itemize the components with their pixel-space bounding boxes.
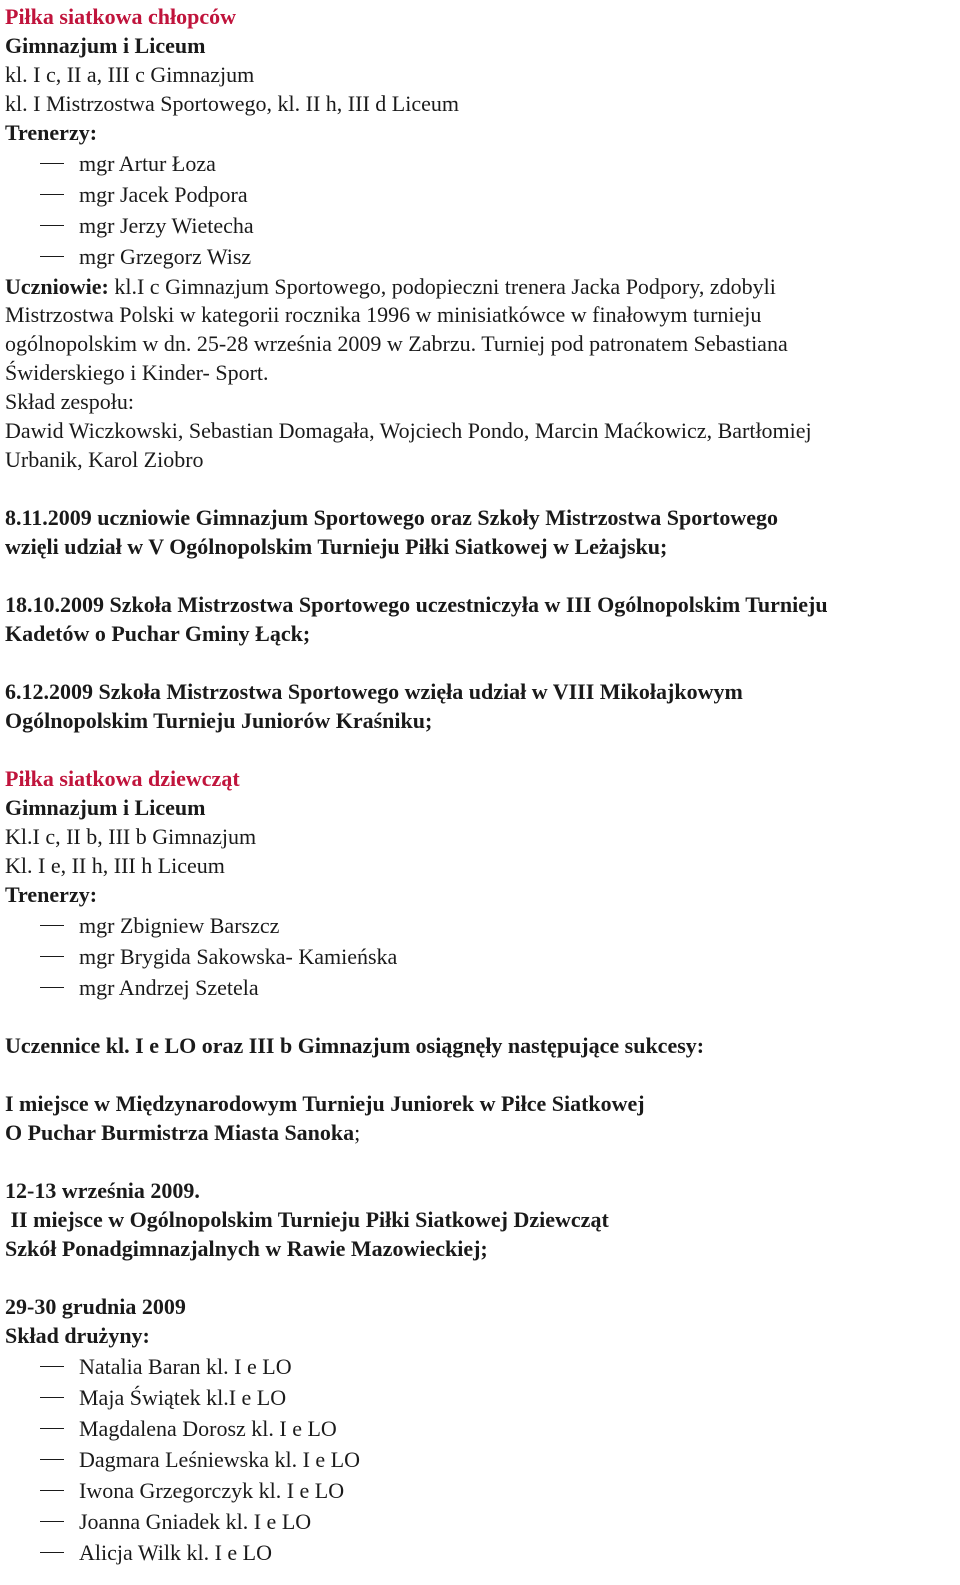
dash-bullet-icon xyxy=(40,1366,64,1367)
dash-bullet-icon xyxy=(40,925,64,926)
girls-award: O Puchar Burmistrza Miasta Sanoka; xyxy=(5,1120,361,1145)
girls-school: Gimnazjum i Liceum xyxy=(5,795,206,820)
dash-bullet-icon xyxy=(40,1428,64,1429)
boys-students-paragraph-line: Świderskiego i Kinder- Sport. xyxy=(5,360,269,385)
boys-event: wzięli udział w V Ogólnopolskim Turnieju Piłki Siatkowej w Leżajsku; xyxy=(5,534,668,559)
dash-bullet-icon xyxy=(40,1521,64,1522)
girls-award: Szkół Ponadgimnazjalnych w Rawie Mazowieckiej; xyxy=(5,1236,488,1261)
dash-bullet-icon xyxy=(40,256,64,257)
dash-bullet-icon xyxy=(40,194,64,195)
boys-classes-liceum: kl. I Mistrzostwa Sportowego, kl. II h, III d Liceum xyxy=(5,91,459,116)
dash-bullet-icon xyxy=(40,987,64,988)
boys-coaches-label: Trenerzy: xyxy=(5,120,98,145)
boys-team-members: Dawid Wiczkowski, Sebastian Domagała, Wojciech Pondo, Marcin Maćkowicz, Bartłomiej xyxy=(5,418,812,443)
boys-classes-gimnazjum: kl. I c, II a, III c Gimnazjum xyxy=(5,62,255,87)
boys-students-paragraph-line: Mistrzostwa Polski w kategorii rocznika 1996 w minisiatkówce w finałowym turnieju xyxy=(5,302,762,327)
dash-bullet-icon xyxy=(40,1490,64,1491)
boys-team-label: Skład zespołu: xyxy=(5,389,134,414)
dash-bullet-icon xyxy=(40,163,64,164)
dash-bullet-icon xyxy=(40,1459,64,1460)
boys-event: 8.11.2009 uczniowie Gimnazjum Sportowego oraz Szkoły Mistrzostwa Sportowego xyxy=(5,505,778,530)
boys-students-paragraph-line: Uczniowie: kl.I c Gimnazjum Sportowego, podopieczni trenera Jacka Podpory, zdobyli xyxy=(5,274,776,299)
girls-classes-gimnazjum: Kl.I c, II b, III b Gimnazjum xyxy=(5,824,257,849)
girls-section-title: Piłka siatkowa dziewcząt xyxy=(5,766,240,791)
girls-classes-liceum: Kl. I e, II h, III h Liceum xyxy=(5,853,225,878)
dash-bullet-icon xyxy=(40,1552,64,1553)
girls-intro: Uczennice kl. I e LO oraz III b Gimnazjum osiągnęły następujące sukcesy: xyxy=(5,1033,705,1058)
boys-event: Kadetów o Puchar Gminy Łąck; xyxy=(5,621,311,646)
students-label: Uczniowie: xyxy=(5,274,109,299)
girls-squad-label: Skład drużyny: xyxy=(5,1323,150,1348)
dash-bullet-icon xyxy=(40,225,64,226)
boys-section-title: Piłka siatkowa chłopców xyxy=(5,4,237,29)
girls-award-date: 12-13 września 2009. xyxy=(5,1178,200,1203)
dash-bullet-icon xyxy=(40,1397,64,1398)
boys-students-paragraph-line: ogólnopolskim w dn. 25-28 września 2009 w Zabrzu. Turniej pod patronatem Sebastiana xyxy=(5,331,788,356)
document-page: Piłka siatkowa chłopców Gimnazjum i Liceum kl. I c, II a, III c Gimnazjum kl. I Mistrzostwa Sportowego, kl. II h, III d Liceum Trenerzy: mgr Artur Łoza mgr Jacek Podpora mgr Jerzy Wietecha mgr Grzegorz Wisz Uczniowie: kl.I c Gimnazjum Sportowego, podopieczni trenera Jacka Podpory, zdobyli Mistrzostwa Polski w kategorii rocznika 1996 w minisiatkówce w finałowym turnieju ogólnopolskim w dn. 25-28 września 2009 w Zabrzu. Turniej pod patronatem Sebastiana Świderskiego i Kinder- Sport. Skład zespołu: Dawid Wiczkowski, Sebastian Domagała, Wojciech Pondo, Marcin Maćkowicz, Bartłomiej Urbanik, Karol Ziobro 8.11.2009 uczniowie Gimnazjum Sportowego oraz Szkoły Mistrzostwa Sportowego wzięli udział w V Ogólnopolskim Turnieju Piłki Siatkowej w Leżajsku; 18.10.2009 Szkoła Mistrzostwa Sportowego uczestniczyła w III Ogólnopolskim Turnieju Kadetów o Puchar Gminy Łąck; 6.12.2009 Szkoła Mistrzostwa Sportowego wzięła udział w VIII Mikołajkowym Ogólnopolskim Turnieju Juniorów Kraśniku; Piłka siatkowa dziewcząt Gimnazjum i Liceum Kl.I c, II b, III b Gimnazjum Kl. I e, II h, III h Liceum Trenerzy: mgr Zbigniew Barszcz mgr Brygida Sakowska- Kamieńska mgr Andrzej Szetela Uczennice kl. I e LO oraz III b Gimnazjum osiągnęły następujące sukcesy: I miejsce w Międzynarodowym Turnieju Juniorek w Piłce Siatkowej O Puchar Burmistrza Miasta Sanoka; 12-13 września 2009. II miejsce w Ogólnopolskim Turnieju Piłki Siatkowej Dziewcząt Szkół Ponadgimnazjalnych w Rawie Mazowieckiej; 29-30 grudnia 2009 Skład drużyny: Natalia Baran kl. I e LO Maja Świątek kl.I e LO Magdalena Dorosz kl. I e LO Dagmara Leśniewska kl. I e LO Iwona Grzegorczyk kl. I e LO Joanna Gniadek kl. I e LO Alicja Wilk kl. I e LO xyxy=(5,4,828,1565)
girls-award: I miejsce w Międzynarodowym Turnieju Juniorek w Piłce Siatkowej xyxy=(5,1091,645,1116)
boys-event: 6.12.2009 Szkoła Mistrzostwa Sportowego wzięła udział w VIII Mikołajkowym xyxy=(5,679,743,704)
boys-school: Gimnazjum i Liceum xyxy=(5,33,206,58)
boys-event: Ogólnopolskim Turnieju Juniorów Kraśniku; xyxy=(5,708,433,733)
girls-award-date: 29-30 grudnia 2009 xyxy=(5,1294,186,1319)
girls-coaches-label: Trenerzy: xyxy=(5,882,98,907)
girls-award: II miejsce w Ogólnopolskim Turnieju Piłki Siatkowej Dziewcząt xyxy=(5,1207,609,1232)
boys-event: 18.10.2009 Szkoła Mistrzostwa Sportowego uczestniczyła w III Ogólnopolskim Turnieju xyxy=(5,592,828,617)
boys-team-members: Urbanik, Karol Ziobro xyxy=(5,447,204,472)
dash-bullet-icon xyxy=(40,956,64,957)
